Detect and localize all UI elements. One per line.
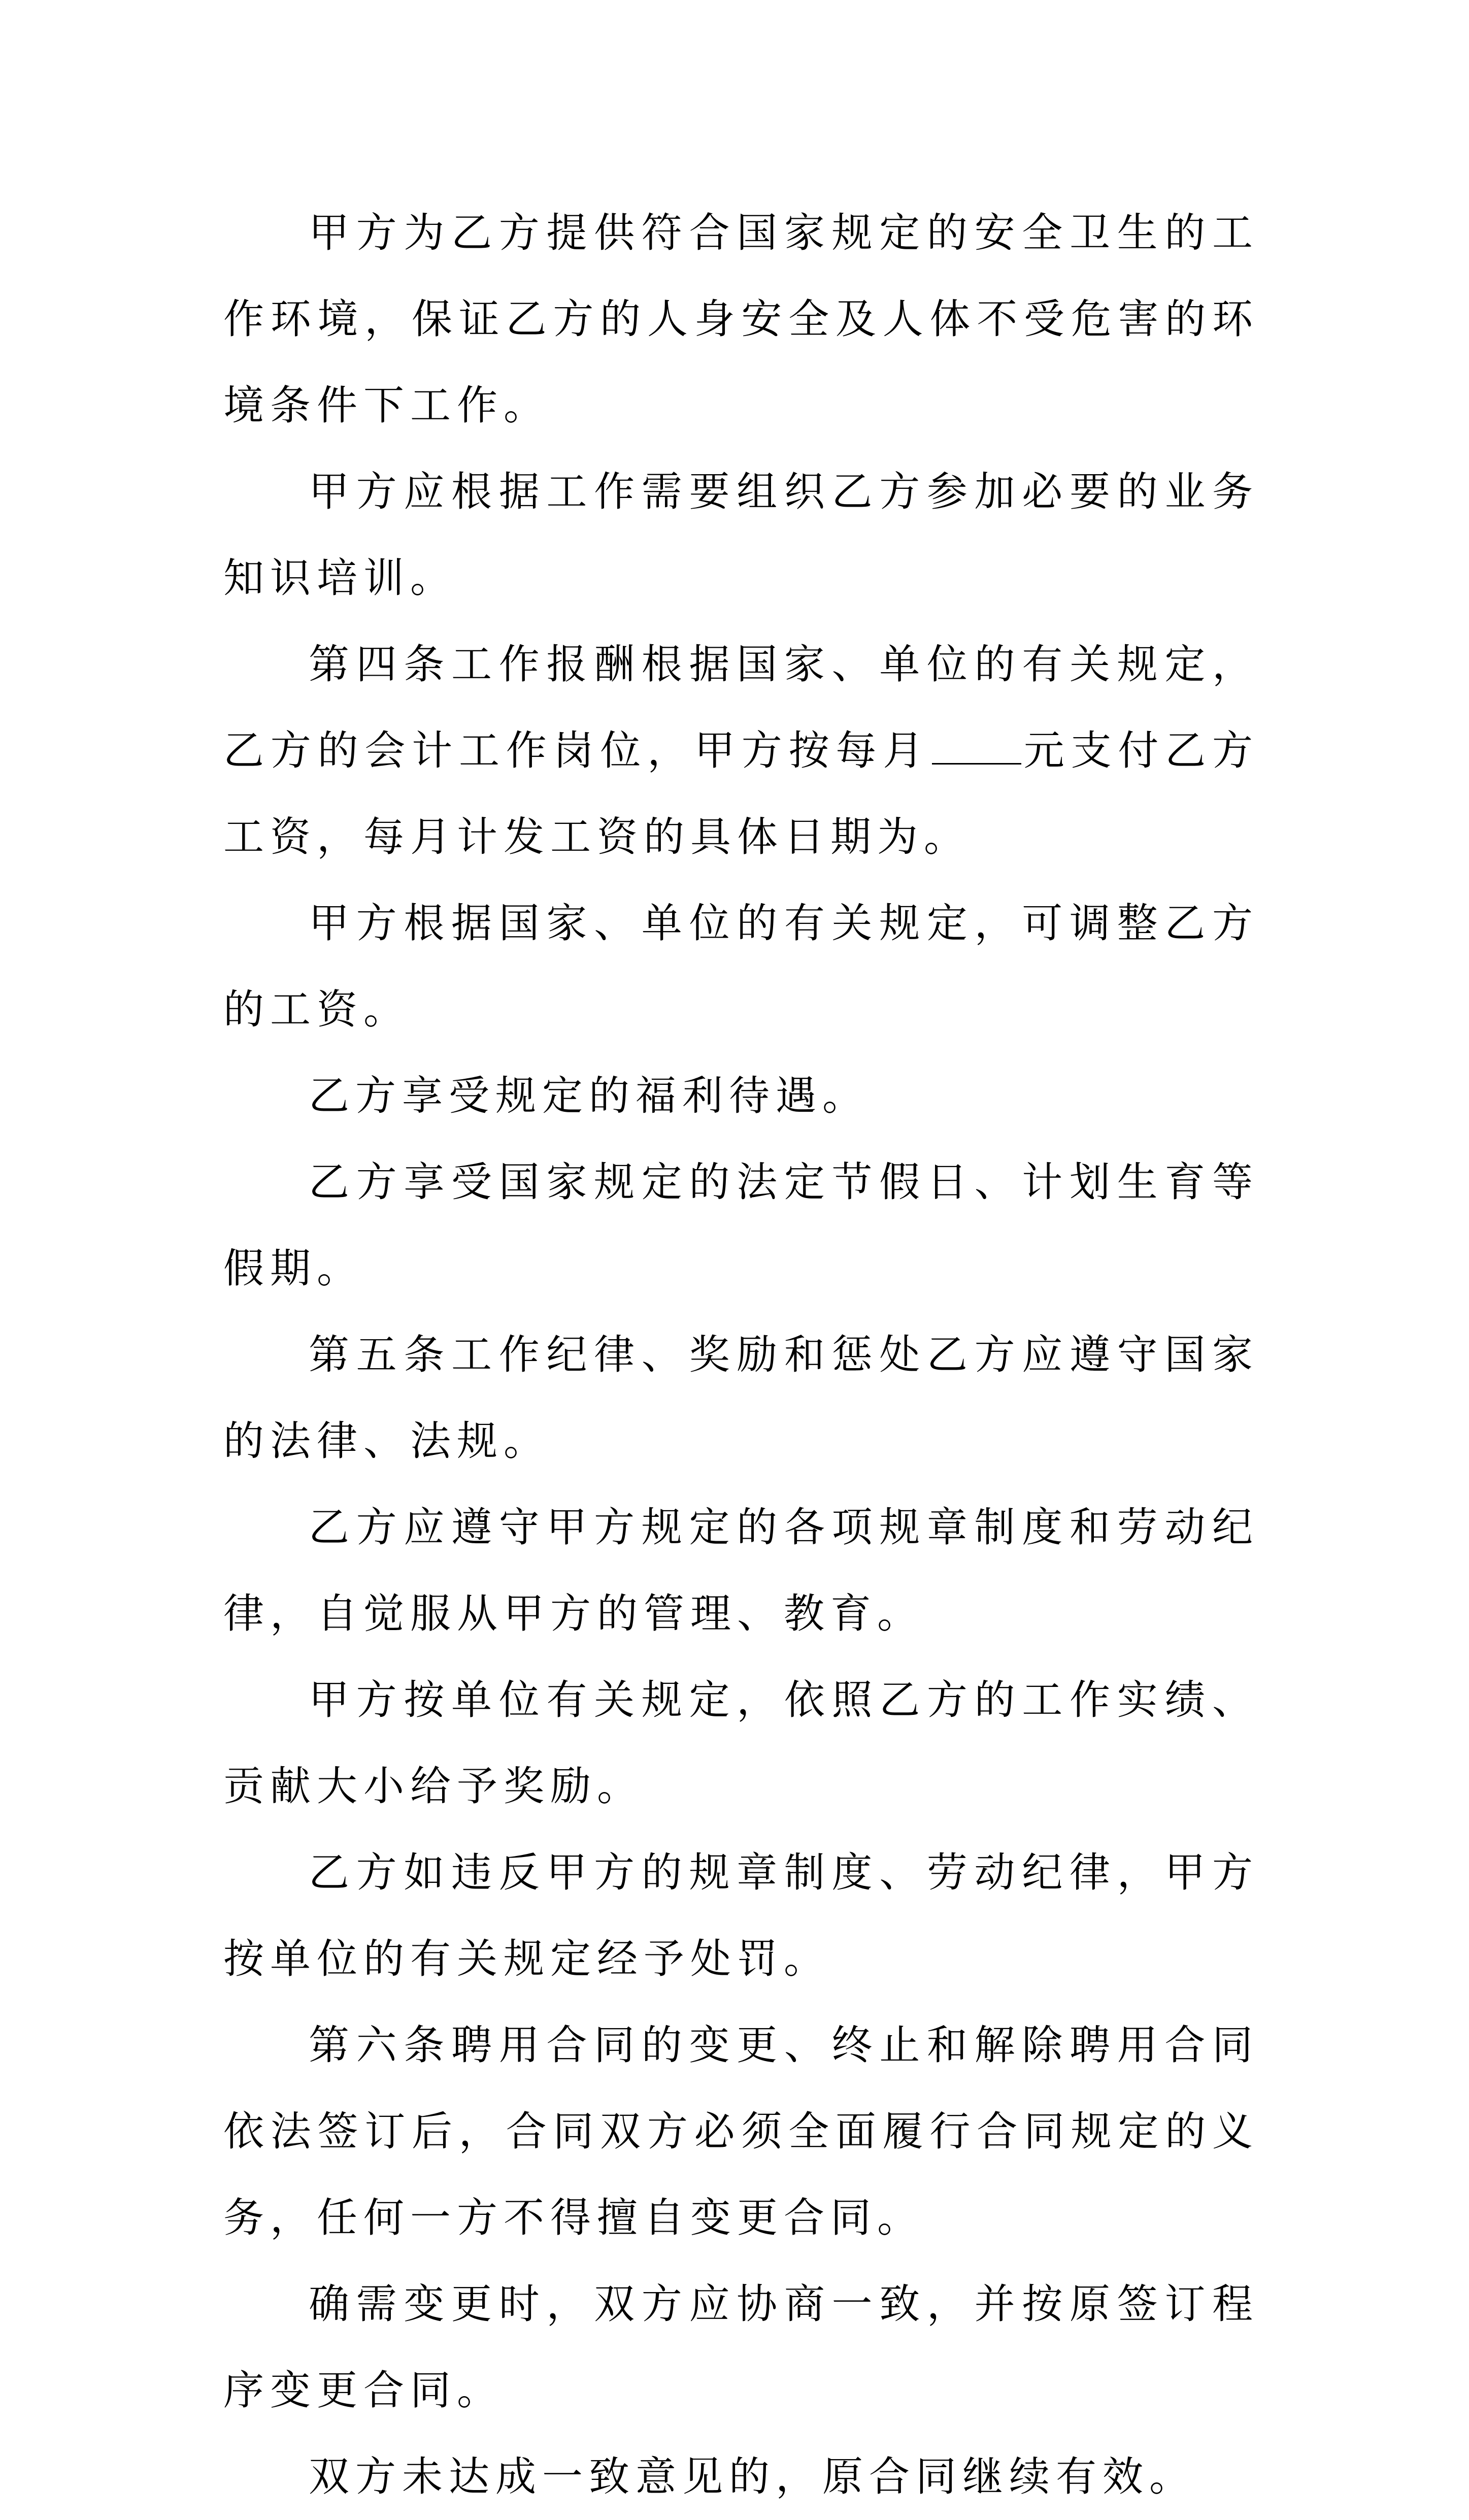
paragraph-salary-adjustment: 甲方根据国家、单位的有关规定，可调整乙方的工资。	[223, 900, 1259, 1033]
paragraph-rewards: 甲方按单位有关规定，依照乙方的工作实绩、贡献大小给予奖励。	[223, 1676, 1259, 1810]
salary-amount-blank	[932, 727, 1021, 765]
paragraph-rules-compliance: 乙方应遵守甲方规定的各项规章制度和劳动纪律，自觉服从甲方的管理、教育。	[223, 1504, 1259, 1637]
paragraph-welfare: 乙方享受规定的福利待遇。	[309, 1072, 869, 1119]
paragraph-contract-remains-valid: 双方未达成一致意见的，原合同继续有效。	[309, 2453, 1196, 2500]
paragraph-penalties: 乙方如违反甲方的规章制度、劳动纪律，甲方按单位的有关规定经予处罚。	[223, 1849, 1259, 1982]
salary-text-tail: 元支付乙方工资，每月计发工资的具体日期为。	[223, 727, 1259, 860]
paragraph-work-environment: 甲方为乙方提供符合国家规定的安全卫生的工作环境，保证乙方的人身安全及人体不受危害的环境条件下工作。	[223, 209, 1259, 429]
paragraph-article-6-contract-change: 第六条聘用合同的变更、终止和解除聘用合同依法签订后，合同双方必须全面履行合同规定的义务，任何一方不得擅自变更合同。	[223, 2021, 1259, 2241]
paragraph-change-procedure: 确需变更时，双方应协商一致，并按原签订程序变更合同。	[223, 2280, 1259, 2414]
paragraph-article-5-discipline: 第五条工作纪律、奖励和惩处乙方应遵守国家的法律、法规。	[223, 1331, 1259, 1465]
document-body	[223, 190, 1259, 2520]
paragraph-holidays: 乙方享受国家规定的法定节假日、计划生育等假期。	[223, 1158, 1259, 1292]
paragraph-training: 甲方应根据工作需要组织乙方参加必要的业务知识培训。	[223, 468, 1259, 602]
salary-text-head: 第四条工作报酬根据国家、单位的有关规定，乙方的会计工作岗位，甲方按每月	[223, 641, 1259, 774]
paragraph-article-4-salary	[223, 621, 1259, 880]
